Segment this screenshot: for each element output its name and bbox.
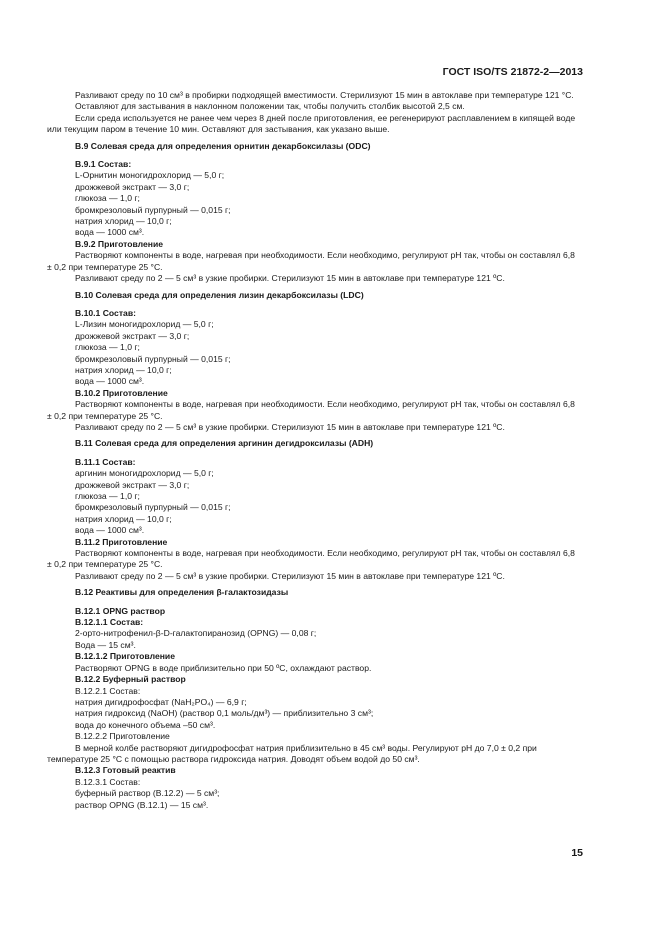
paragraph: Если среда используется не ранее чем через 8 дней после приготовления, ее регенерируют расплавлением в кипящей воде или текущим паром в течение 10 мин. Оставляют для застывания, как указано выше. xyxy=(47,112,576,135)
subsection-heading: В.12.1 OPNG раствор xyxy=(75,605,166,616)
subsection-heading: В.10.1 Состав: xyxy=(75,307,136,318)
list-line: В.12.2.2 Приготовление xyxy=(75,731,170,742)
list-line: L-Орнитин моногидрохлорид — 5,0 г; xyxy=(75,170,225,181)
list-line: вода — 1000 см³. xyxy=(75,227,145,238)
paragraph: Оставляют для застывания в наклонном положении так, чтобы получить столбик высотой 2,5 см. xyxy=(75,101,465,112)
subsection-heading: В.12.3 Готовый реактив xyxy=(75,765,176,776)
subsection-heading: В.11.2 Приготовление xyxy=(75,536,168,547)
subsection-heading: В.9.1 Состав: xyxy=(75,159,132,170)
section-heading: В.11 Солевая среда для определения аргинин дегидроксилазы (ADH) xyxy=(75,438,374,449)
subsection-heading: В.10.2 Приготовление xyxy=(75,387,168,398)
list-line: дрожжевой экстракт — 3,0 г; xyxy=(75,479,190,490)
list-line: аргинин моногидрохлорид — 5,0 г; xyxy=(75,468,214,479)
subsection-heading: В.9.2 Приготовление xyxy=(75,238,164,249)
paragraph: Разливают среду по 2 — 5 см³ в узкие пробирки. Стерилизуют 15 мин в автоклаве при температуре 121 ºС. xyxy=(75,570,505,581)
section-heading: В.10 Солевая среда для определения лизин декарбоксилазы (LDC) xyxy=(75,289,364,300)
paragraph: Растворяют компоненты в воде, нагревая при необходимости. Если необходимо, регулируют рН так, чтобы он составлял 6,8 ± 0,2 при температуре 25 °С. xyxy=(47,399,575,421)
list-line: бромкрезоловый пурпурный — 0,015 г; xyxy=(75,502,231,513)
subsection-heading: В.12.1.1 Состав: xyxy=(75,617,144,628)
list-line: вода — 1000 см³. xyxy=(75,525,145,536)
list-line: раствор OPNG (В.12.1) — 15 см³. xyxy=(75,799,209,810)
list-line: натрия хлорид — 10,0 г; xyxy=(75,216,172,227)
list-line: глюкоза — 1,0 г; xyxy=(75,193,140,204)
page-number: 15 xyxy=(571,847,583,859)
paragraph: Разливают среду по 2 — 5 см³ в узкие пробирки. Стерилизуют 15 мин в автоклаве при температуре 121 ºС. xyxy=(75,273,505,284)
list-line: глюкоза — 1,0 г; xyxy=(75,342,140,353)
list-line: L-Лизин моногидрохлорид — 5,0 г; xyxy=(75,319,214,330)
list-line: В.12.3.1 Состав: xyxy=(75,776,141,787)
paragraph: Растворяют OPNG в воде приблизительно при 50 ºС, охлаждают раствор. xyxy=(75,662,372,673)
list-line: натрия гидроксид (NaOH) (раствор 0,1 моль/дм³) — приблизительно 3 см³; xyxy=(75,708,374,719)
section-heading: В.12 Реактивы для определения β-галактозидазы xyxy=(75,587,289,598)
paragraph: Растворяют компоненты в воде, нагревая при необходимости. Если необходимо, регулируют рН так, чтобы он составлял 6,8 ± 0,2 при температуре 25 °С. xyxy=(47,250,575,272)
subsection-heading: В.11.1 Состав: xyxy=(75,456,136,467)
paragraph: Разливают среду по 10 см³ в пробирки подходящей вместимости. Стерилизуют 15 мин в автоклаве при температуре 121 °С. xyxy=(75,90,574,100)
paragraph: В мерной колбе растворяют дигидрофосфат натрия приблизительно в 45 см³ воды. Регулируют рН до 7,0 ± 0,2 при температуре 25 °С с помощью раствора гидроксида натрия. Доводят объем водой до 50 см³. xyxy=(47,742,537,764)
subsection-heading: В.12.2 Буферный раствор xyxy=(75,674,186,685)
list-line: натрия хлорид — 10,0 г; xyxy=(75,513,172,524)
list-line: вода — 1000 см³. xyxy=(75,376,145,387)
list-line: дрожжевой экстракт — 3,0 г; xyxy=(75,181,190,192)
subsection-heading: В.12.1.2 Приготовление xyxy=(75,651,175,662)
list-line: буферный раствор (В.12.2) — 5 см³; xyxy=(75,788,220,799)
paragraph: Растворяют компоненты в воде, нагревая при необходимости. Если необходимо, регулируют рН так, чтобы он составлял 6,8 ± 0,2 при температуре 25 °С. xyxy=(47,548,575,570)
list-line: глюкоза — 1,0 г; xyxy=(75,491,140,501)
list-line: Вода — 15 см³. xyxy=(75,639,136,650)
list-line: В.12.2.1 Состав: xyxy=(75,685,141,696)
standard-designation: ГОСТ ISO/TS 21872-2—2013 xyxy=(442,66,583,78)
list-line: натрия хлорид — 10,0 г; xyxy=(75,364,172,375)
list-line: бромкрезоловый пурпурный — 0,015 г; xyxy=(75,353,231,364)
list-line: дрожжевой экстракт — 3,0 г; xyxy=(75,330,190,341)
section-heading: В.9 Солевая среда для определения орнитин декарбоксилазы (ODC) xyxy=(75,140,371,151)
list-line: натрия дигидрофосфат (NaH₂PO₄) — 6,9 г; xyxy=(75,696,247,707)
list-line: вода до конечного объема –50 см³. xyxy=(75,719,216,730)
list-line: бромкрезоловый пурпурный — 0,015 г; xyxy=(75,204,231,215)
document-body xyxy=(47,90,582,811)
paragraph: Разливают среду по 2 — 5 см³ в узкие пробирки. Стерилизуют 15 мин в автоклаве при температуре 121 ºС. xyxy=(75,421,505,432)
list-line: 2-орто-нитрофенил-β-D-галактопиранозид (OPNG) — 0,08 г; xyxy=(75,628,317,639)
